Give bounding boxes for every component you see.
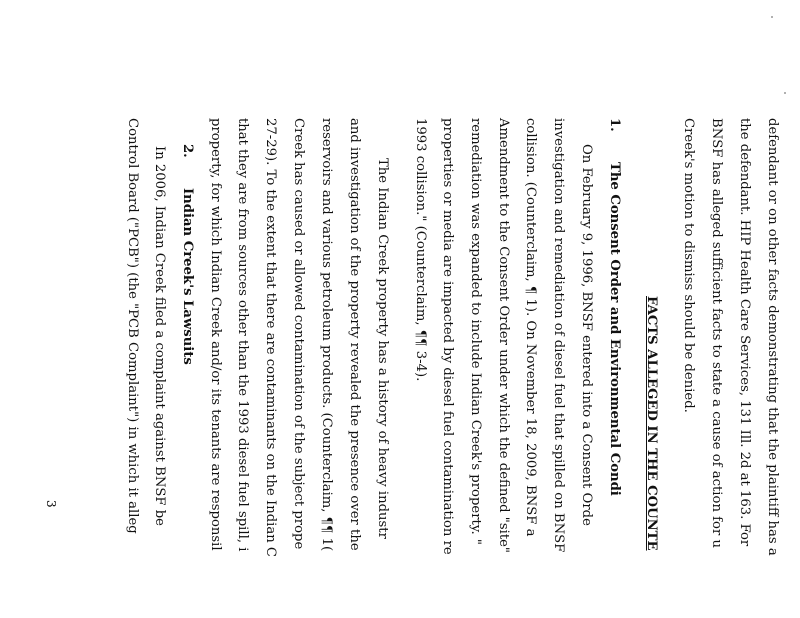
scan-speck [784, 92, 786, 94]
text-line: investigation and remediation of diesel fuel that spilled on BNSF [551, 118, 566, 553]
text-line: 27-29). To the extent that there are contaminants on the Indian C [263, 118, 278, 557]
document-page [125, 118, 780, 618]
text-line: and investigation of the property revealed the presence over the [347, 118, 362, 551]
text-line: the defendant. HIP Health Care Services, 131 Ill. 2d at 163. For [737, 118, 752, 547]
text-line: In 2006, Indian Creek filed a complaint against BNSF be [152, 146, 167, 526]
text-line: remediation was expanded to include Indian Creek's property. " [468, 118, 483, 545]
section-heading: FACTS ALLEGED IN THE COUNTE [644, 296, 659, 551]
text-line: that they are from sources other than the 1993 diesel fuel spill, i [235, 118, 250, 552]
text-line: The Indian Creek property has a history of heavy industr [375, 158, 390, 539]
text-line: 1993 collision." (Counterclaim, ¶¶ 3-4). [413, 118, 428, 382]
text-line: Creek has caused or allowed contamination of the subject prope [291, 118, 306, 550]
page-number: 3 [44, 500, 58, 508]
subsection-number: 2. [180, 144, 195, 158]
text-line: Control Board ("PCB") (the "PCB Complaint") in which it alleg [125, 118, 140, 534]
text-line: defendant or on other facts demonstrating that the plaintiff has a [765, 118, 780, 556]
text-line: collision. (Counterclaim, ¶ 1). On November 18, 2009, BNSF a [523, 118, 538, 537]
text-line: properties or media are impacted by diesel fuel contamination re [440, 118, 455, 555]
subsection-heading [606, 118, 622, 496]
subsection-number: 1. [607, 118, 622, 132]
text-line: BNSF has alleged sufficient facts to state a cause of action for u [709, 118, 724, 548]
text-line: On February 9, 1996, BNSF entered into a Consent Orde [579, 144, 594, 526]
text-line: Creek's motion to dismiss should be denied. [681, 118, 696, 413]
subsection-title: Indian Creek's Lawsuits [180, 188, 195, 365]
text-line: Amendment to the Consent Order under which the defined "site" [496, 118, 511, 554]
scan-speck [771, 16, 773, 18]
text-line: property, for which Indian Creek and/or its tenants are responsil [208, 118, 223, 551]
text-line: reservoirs and various petroleum products. (Counterclaim, ¶¶ 1( [319, 118, 334, 552]
subsection-title: The Consent Order and Environmental Condi [607, 162, 622, 496]
subsection-heading [179, 144, 195, 365]
